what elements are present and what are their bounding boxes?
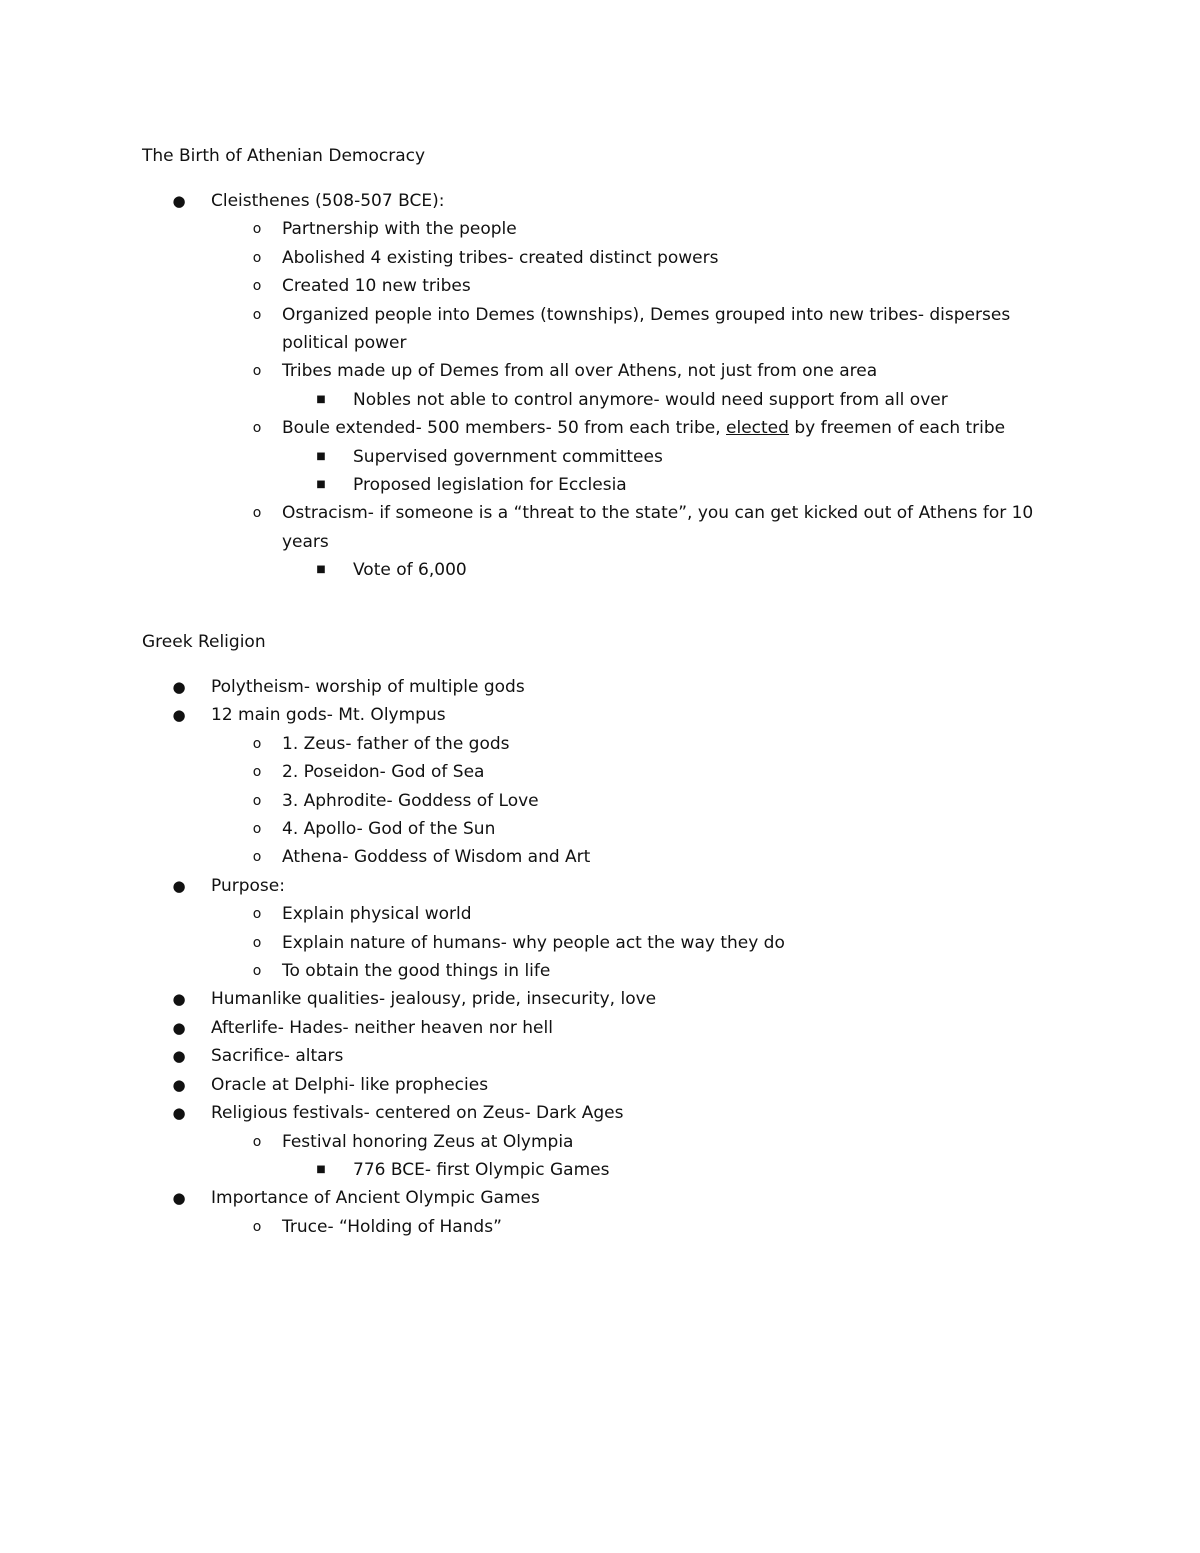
bullet-list [142, 187, 1102, 215]
bullet-list [142, 673, 1102, 730]
list-item-text: Importance of Ancient Olympic Games [211, 1188, 540, 1209]
square-bullet-icon: ■ [316, 479, 326, 491]
list-item [142, 1184, 1102, 1212]
bullet-icon: ● [172, 1189, 186, 1208]
list-item-text: Oracle at Delphi- like prophecies [211, 1074, 489, 1095]
list-item [142, 1071, 1102, 1099]
circle-bullet-icon: o [252, 221, 262, 238]
list-item-text: Afterlife- Hades- neither heaven nor hell [211, 1017, 553, 1038]
circle-bullet-icon: o [252, 278, 262, 295]
bullet-list [142, 1184, 1102, 1212]
circle-bullet-icon: o [252, 306, 262, 323]
list-item-text: Nobles not able to control anymore- would need support from all over [353, 389, 948, 410]
square-bullet-icon: ■ [316, 1163, 326, 1175]
bullet-icon: ● [172, 1047, 186, 1066]
list-item [142, 1156, 1102, 1184]
list-item-text: To obtain the good things in life [282, 961, 551, 982]
list-item [142, 815, 1102, 843]
boule-text-post: by freemen of each tribe [788, 418, 1006, 439]
list-item [142, 758, 1102, 786]
list-item [142, 872, 1102, 900]
list-item [142, 414, 1102, 442]
circle-bullet-icon: o [252, 906, 262, 923]
list-item [142, 187, 1102, 215]
sub-sub-list [142, 443, 1102, 500]
bullet-icon: ● [172, 706, 186, 725]
list-item [142, 443, 1102, 471]
list-item [142, 787, 1102, 815]
list-item [142, 386, 1102, 414]
list-item-text: Supervised government committees [353, 446, 663, 467]
list-item-text: Sacrifice- altars [211, 1046, 344, 1067]
list-item-text: 1. Zeus- father of the gods [282, 733, 510, 754]
section-heading: Greek Religion [142, 632, 266, 652]
list-item [142, 673, 1102, 701]
circle-bullet-icon: o [252, 735, 262, 752]
bullet-icon: ● [172, 876, 186, 895]
list-item-text: 776 BCE- first Olympic Games [353, 1159, 610, 1180]
circle-bullet-icon: o [252, 764, 262, 781]
circle-bullet-icon: o [252, 821, 262, 838]
circle-bullet-icon: o [252, 1133, 262, 1150]
list-item [142, 730, 1102, 758]
circle-bullet-icon: o [252, 934, 262, 951]
bullet-icon: ● [172, 192, 186, 210]
list-item-text: Humanlike qualities- jealousy, pride, insecurity, love [211, 989, 657, 1010]
sub-sub-list [142, 556, 1102, 584]
sub-list [142, 499, 1102, 556]
sub-list [142, 215, 1102, 385]
list-item [142, 1213, 1102, 1241]
list-item [142, 301, 1102, 358]
list-item [142, 1042, 1102, 1070]
list-item-text: Truce- “Holding of Hands” [282, 1216, 502, 1237]
list-item [142, 357, 1102, 385]
list-item-text: Tribes made up of Demes from all over Athens, not just from one area [282, 361, 878, 382]
bullet-icon: ● [172, 1104, 186, 1123]
sub-list [142, 730, 1102, 872]
circle-bullet-icon: o [252, 420, 262, 437]
circle-bullet-icon: o [252, 505, 262, 522]
list-item [142, 471, 1102, 499]
list-item-text: Partnership with the people [282, 219, 517, 240]
list-item [142, 957, 1102, 985]
list-item [142, 499, 1102, 556]
bullet-list [142, 872, 1102, 900]
underlined-word: elected [726, 418, 789, 439]
list-item-text: Abolished 4 existing tribes- created distinct powers [282, 247, 719, 268]
sub-list [142, 1128, 1102, 1156]
list-item-text: Ostracism- if someone is a “threat to the state”, you can get kicked out of Athens for 10 years [282, 503, 1034, 552]
list-item-text: Explain nature of humans- why people act the way they do [282, 932, 785, 953]
circle-bullet-icon: o [252, 1218, 262, 1235]
bullet-icon: ● [172, 1018, 186, 1037]
sub-sub-list [142, 386, 1102, 414]
list-item [142, 843, 1102, 871]
section-athenian-democracy [142, 142, 1102, 585]
list-item [142, 1014, 1102, 1042]
list-item-text: Proposed legislation for Ecclesia [353, 475, 627, 496]
list-item-text: Purpose: [211, 875, 285, 896]
list-item [142, 272, 1102, 300]
list-item-text: 12 main gods- Mt. Olympus [211, 705, 446, 726]
sub-list [142, 900, 1102, 985]
list-item [142, 1099, 1102, 1127]
list-item [142, 929, 1102, 957]
square-bullet-icon: ■ [316, 564, 326, 576]
section-heading: The Birth of Athenian Democracy [142, 146, 426, 166]
circle-bullet-icon: o [252, 249, 262, 266]
list-item [142, 1128, 1102, 1156]
section-greek-religion [142, 628, 1102, 1241]
list-item-text: 4. Apollo- God of the Sun [282, 819, 496, 840]
square-bullet-icon: ■ [316, 450, 326, 462]
bullet-icon: ● [172, 990, 186, 1009]
circle-bullet-icon: o [252, 963, 262, 980]
bullet-icon: ● [172, 1075, 186, 1094]
bullet-icon: ● [172, 678, 186, 696]
list-item-text [282, 414, 1102, 442]
list-item [142, 244, 1102, 272]
list-item [142, 985, 1102, 1013]
list-item-text: 3. Aphrodite- Goddess of Love [282, 790, 539, 811]
square-bullet-icon: ■ [316, 393, 326, 405]
list-item-text: Athena- Goddess of Wisdom and Art [282, 847, 591, 868]
list-item-text: Festival honoring Zeus at Olympia [282, 1131, 574, 1152]
circle-bullet-icon: o [252, 849, 262, 866]
list-item-text: Cleisthenes (508-507 BCE): [211, 191, 445, 211]
boule-text-pre: Boule extended- 500 members- 50 from each tribe, [282, 418, 727, 439]
list-item [142, 215, 1102, 243]
list-item [142, 701, 1102, 729]
sub-sub-list [142, 1156, 1102, 1184]
circle-bullet-icon: o [252, 792, 262, 809]
list-item-text: Polytheism- worship of multiple gods [211, 677, 525, 697]
sub-list [142, 1213, 1102, 1241]
list-item [142, 556, 1102, 584]
circle-bullet-icon: o [252, 363, 262, 380]
list-item-text: Organized people into Demes (townships), Demes grouped into new tribes- disperses political power [282, 304, 1011, 354]
list-item-text: Religious festivals- centered on Zeus- Dark Ages [211, 1103, 624, 1124]
bullet-list [142, 985, 1102, 1127]
list-item-text: Explain physical world [282, 904, 472, 925]
list-item-text: Vote of 6,000 [353, 560, 467, 581]
list-item-text: Created 10 new tribes [282, 276, 471, 297]
list-item-text: 2. Poseidon- God of Sea [282, 762, 485, 783]
sub-list [142, 414, 1102, 442]
list-item [142, 900, 1102, 928]
